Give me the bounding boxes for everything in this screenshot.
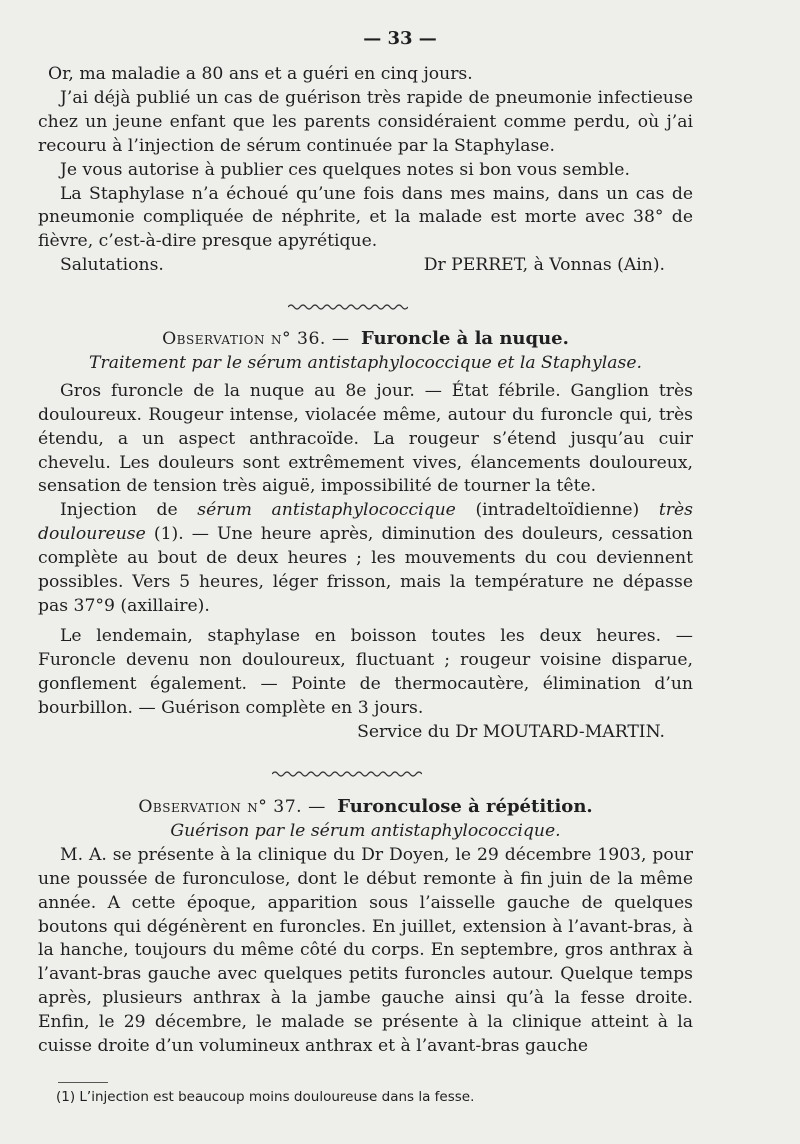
observation-title: Furoncle à la nuque. bbox=[361, 328, 569, 349]
letter-paragraph: J’ai déjà publié un cas de guérison très rapide de pneumonie infectieuse chez un jeune enfant que les parents considéraient comme perdu, où j’ai recouru à l’injection de sérum continuée par la Staphylase. bbox=[38, 87, 693, 156]
observation-paragraph: Gros furoncle de la nuque au 8e jour. — État fébrile. Ganglion très douloureux. Rougeur intense, violacée même, autour du furoncle qui, très étendu, a un aspect anthracoïde. La rougeur s’étend jusqu’au cuir chevelu. Les douleurs sont extrêmement vives, élancements douloureux, sensation de tension très aiguë, impossibilité de tourner la tête. bbox=[38, 380, 693, 497]
footnote-rule bbox=[58, 1082, 108, 1083]
page-number: — 33 — bbox=[363, 28, 437, 49]
observation-signature: Service du Dr MOUTARD-MARTIN. bbox=[357, 721, 665, 742]
observation-label: Observation n° 37. — bbox=[138, 797, 326, 817]
observation-label: Observation n° 36. — bbox=[162, 329, 350, 349]
observation-36 bbox=[38, 327, 693, 744]
letter-block bbox=[38, 63, 693, 278]
letter-paragraph: Or, ma maladie a 80 ans et a guéri en cinq jours. bbox=[48, 64, 473, 84]
text-run-italic: sérum antistaphylococcique bbox=[197, 500, 456, 521]
text-run: (1). — Une heure après, diminution des douleurs, cessation complète au bout de deux heures ; les mouvements du cou deviennent possibles. Vers 5 heures, léger frisson, mais la température ne dépasse pas 37°9 (axillaire). bbox=[38, 524, 694, 616]
observation-paragraph: M. A. se présente à la clinique du Dr Doyen, le 29 décembre 1903, pour une poussée de furonculose, dont le début remonte à fin juin de la même année. A cette époque, apparition sous l’aisselle gauche de quelques boutons qui dégénèrent en furoncles. En juillet, extension à l’avant-bras, à la hanche, toujours du même côté du corps. En septembre, gros anthrax à l’avant-bras gauche avec quelques petits furoncles autour. Quelque temps après, plusieurs anthrax à la jambe gauche ainsi qu’à la fesse droite. Enfin, le 29 décembre, le malade se présente à la clinique atteint à la cuisse droite d’un volumineux anthrax et à l’avant-bras gauche bbox=[38, 844, 693, 1057]
observation-37 bbox=[38, 795, 693, 1059]
letter-paragraph: Je vous autorise à publier ces quelques notes si bon vous semble. bbox=[60, 159, 630, 180]
observation-paragraph: Le lendemain, staphylase en boisson toutes les deux heures. — Furoncle devenu non douloureux, fluctuant ; rougeur voisine disparue, gonflement également. — Pointe de thermocautère, élimination d’un bourbillon. — Guérison complète en 3 jours. bbox=[38, 625, 693, 718]
text-run-italic: très douloureuse bbox=[38, 500, 694, 545]
wavy-separator bbox=[272, 770, 422, 778]
text-run: Injection de bbox=[60, 500, 178, 521]
observation-heading bbox=[38, 795, 693, 820]
letter-signature: Dr PERRET, à Vonnas (Ain). bbox=[423, 255, 665, 276]
observation-subtitle: Guérison par le sérum antistaphylococcique. bbox=[170, 820, 561, 841]
text-run: (intradeltoïdienne) bbox=[475, 500, 640, 521]
observation-paragraph bbox=[38, 499, 693, 619]
wavy-separator bbox=[288, 303, 408, 311]
footnote: (1) L’injection est beaucoup moins douloureuse dans la fesse. bbox=[56, 1089, 475, 1105]
salutation-line bbox=[38, 254, 693, 278]
observation-title: Furonculose à répétition. bbox=[337, 796, 593, 817]
salutation: Salutations. bbox=[60, 255, 164, 276]
observation-subtitle: Traitement par le sérum antistaphylococcique et la Staphylase. bbox=[89, 352, 642, 373]
observation-heading bbox=[38, 327, 693, 352]
letter-paragraph: La Staphylase n’a échoué qu’une fois dans mes mains, dans un cas de pneumonie compliquée de néphrite, et la malade est morte avec 38° de fièvre, c’est-à-dire presque apyrétique. bbox=[38, 183, 693, 252]
